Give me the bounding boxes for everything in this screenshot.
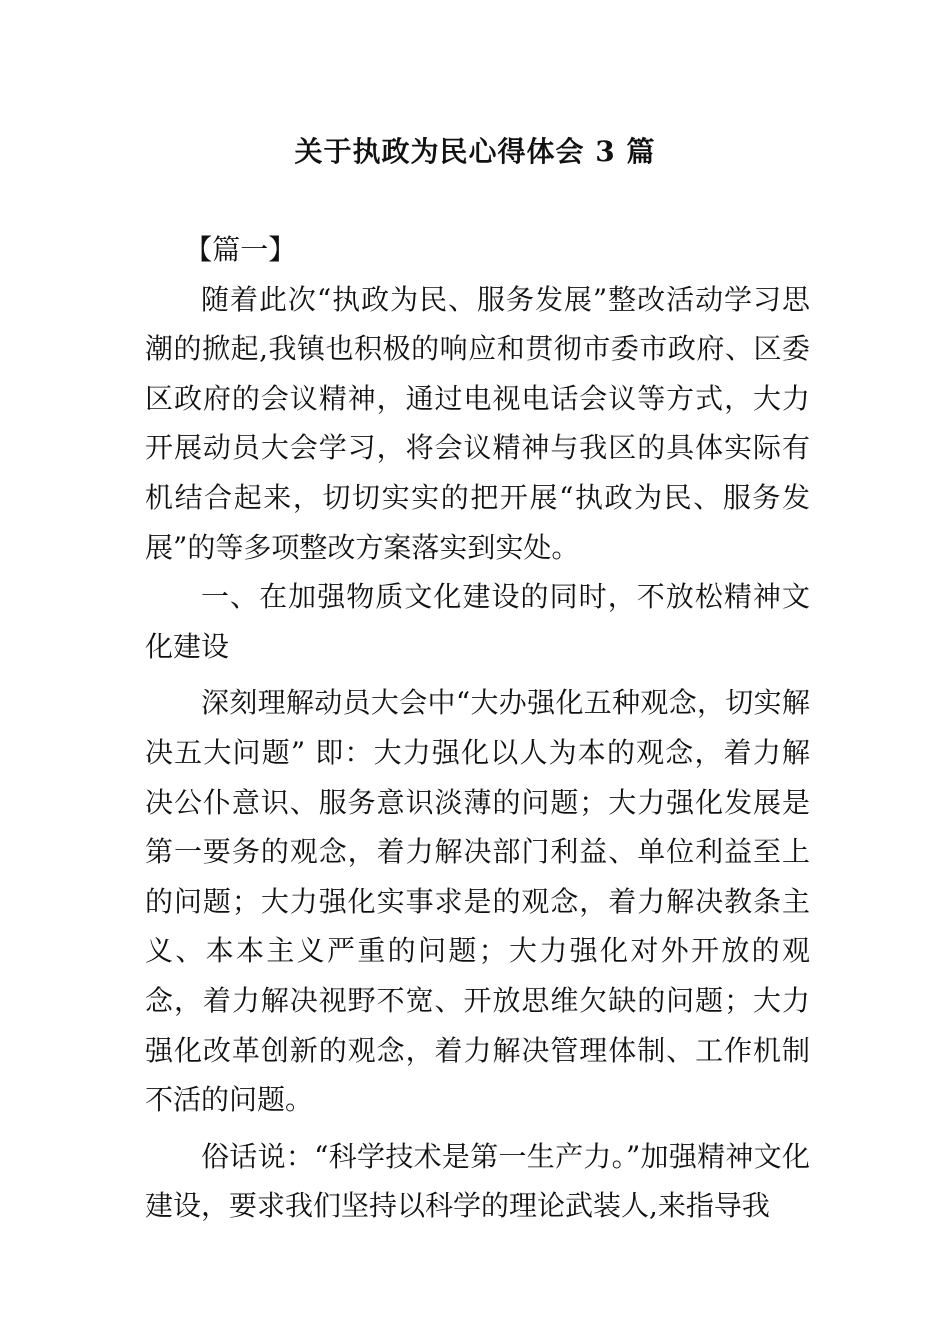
document-body — [145, 225, 810, 1231]
paragraph-3: 深刻理解动员大会中“大办强化五种观念，切实解决五大问题” 即：大力强化以人为本的观念，着力解决公仆意识、服务意识淡薄的问题；大力强化发展是第一要务的观念，着力解决部门利益、单位利益至上的问题；大力强化实事求是的观念，着力解决教条主义、本本主义严重的问题；大力强化对外开放的观念，着力解决视野不宽、开放思维欠缺的问题；大力强化改革创新的观念，着力解决管理体制、工作机制不活的问题。 — [145, 686, 810, 1117]
section-label: 【篇一】 — [184, 233, 297, 266]
paragraph-1: 随着此次“执政为民、服务发展”整改活动学习思潮的掀起,我镇也积极的响应和贯彻市委市政府、区委区政府的会议精神，通过电视电话会议等方式，大力开展动员大会学习，将会议精神与我区的具体实际有机结合起来，切切实实的把开展“执政为民、服务发展”的等多项整改方案落实到实处。 — [145, 282, 810, 564]
document-title: 关于执政为民心得体会 3 篇 — [294, 135, 656, 168]
paragraph-4: 俗话说：“科学技术是第一生产力。”加强精神文化建设，要求我们坚持以科学的理论武装人,来指导我 — [145, 1139, 810, 1223]
paragraph-2: 一、在加强物质文化建设的同时，不放松精神文化建设 — [145, 580, 810, 663]
